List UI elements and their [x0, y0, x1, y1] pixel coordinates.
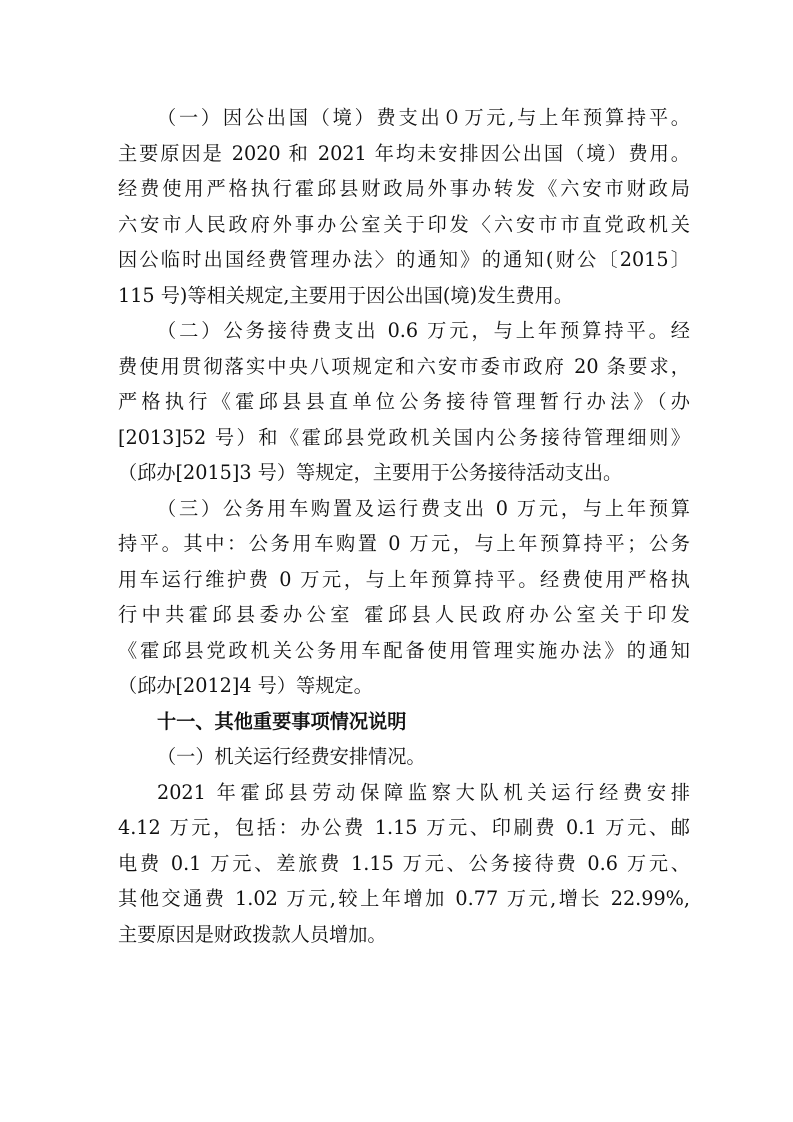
text-line: （邱办[2012]4 号）等规定。	[118, 674, 373, 697]
paragraph-vehicles	[118, 491, 690, 704]
text-line: 其他交通费 1.02 万元,较上年增加 0.77 万元,增长 22.99%,	[118, 887, 690, 910]
text-line: （一）因公出国（境）费支出０万元,与上年预算持平。	[157, 106, 690, 129]
text-line: 严格执行《霍邱县县直单位公务接待管理暂行办法》（办	[118, 390, 690, 413]
text-line: 用车运行维护费 0 万元，与上年预算持平。经费使用严格执	[118, 567, 690, 591]
text-line: 经费使用严格执行霍邱县财政局外事办转发《六安市财政局	[118, 177, 690, 200]
text-line: 因公临时出国经费管理办法〉的通知》的通知(财公〔2015〕	[118, 248, 690, 271]
document-page	[118, 100, 690, 952]
text-line: 《霍邱县党政机关公务用车配备使用管理实施办法》的通知	[118, 638, 690, 662]
text-line: 费使用贯彻落实中央八项规定和六安市委市政府 20 条要求，	[118, 354, 690, 378]
paragraph-foreign-travel	[118, 100, 690, 313]
text-line: 2021 年霍邱县劳动保障监察大队机关运行经费安排	[157, 780, 690, 804]
text-line: （邱办[2015]3 号）等规定，主要用于公务接待活动支出。	[118, 461, 623, 484]
text-line: 主要原因是 2020 和 2021 年均未安排因公出国（境）费用。	[118, 141, 690, 165]
text-line: 持平。其中：公务用车购置 0 万元，与上年预算持平；公务	[118, 532, 690, 555]
text-line: 六安市人民政府外事办公室关于印发〈六安市市直党政机关	[118, 212, 690, 236]
text-line: （二）公务接待费支出 0.6 万元，与上年预算持平。经	[157, 319, 690, 342]
text-line: 主要原因是财政拨款人员增加。	[118, 922, 387, 946]
text-line: 4.12 万元，包括：办公费 1.15 万元、印刷费 0.1 万元、邮	[118, 816, 690, 839]
paragraph-operating-expenses	[118, 775, 690, 953]
text-line: 115 号)等相关规定,主要用于因公出国(境)发生费用。	[118, 283, 574, 307]
text-line: 行中共霍邱县委办公室 霍邱县人民政府办公室关于印发	[118, 603, 690, 626]
paragraph-reception	[118, 313, 690, 491]
text-line: [2013]52 号）和《霍邱县党政机关国内公务接待管理细则》	[118, 425, 690, 449]
section-heading: 十一、其他重要事项情况说明	[157, 709, 407, 733]
text-line: （三）公务用车购置及运行费支出 0 万元，与上年预算	[157, 496, 690, 520]
sub-heading: （一）机关运行经费安排情况。	[157, 745, 426, 768]
text-line: 电费 0.1 万元、差旅费 1.15 万元、公务接待费 0.6 万元、	[118, 851, 690, 875]
